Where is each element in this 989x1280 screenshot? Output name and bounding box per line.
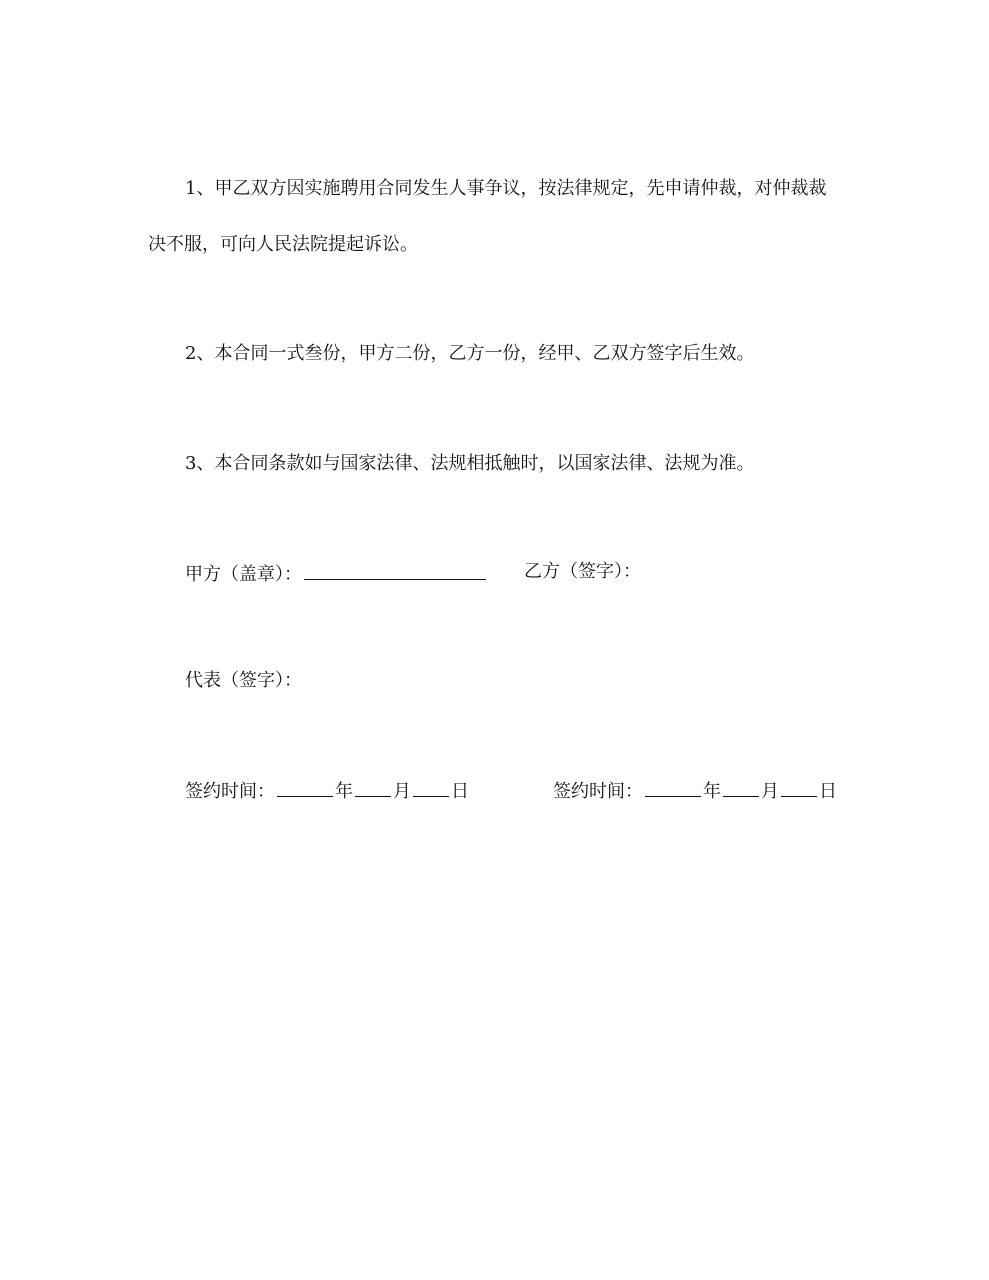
year-unit-a: 年 — [335, 781, 353, 802]
year-blank-a[interactable] — [277, 776, 333, 797]
month-blank-b[interactable] — [723, 776, 759, 797]
clause-1-line-2: 决不服，可向人民法院提起诉讼。 — [148, 234, 418, 255]
month-unit-a: 月 — [393, 781, 411, 802]
sign-time-label-b: 签约时间： — [553, 781, 643, 802]
sign-date-party-b — [553, 776, 837, 805]
year-unit-b: 年 — [703, 781, 721, 802]
day-blank-a[interactable] — [413, 776, 449, 797]
day-blank-b[interactable] — [781, 776, 817, 797]
sign-date-party-a — [185, 776, 469, 805]
party-b-signature — [524, 559, 641, 585]
year-blank-b[interactable] — [645, 776, 701, 797]
month-blank-a[interactable] — [355, 776, 391, 797]
representative-label: 代表（签字）： — [185, 670, 302, 691]
clause-3: 3、本合同条款如与国家法律、法规相抵触时，以国家法律、法规为准。 — [185, 453, 755, 474]
sign-time-label-a: 签约时间： — [185, 781, 275, 802]
clause-1-line-1: 1、甲乙双方因实施聘用合同发生人事争议，按法律规定，先申请仲裁，对仲裁裁 — [185, 178, 827, 199]
representative-signature — [185, 668, 302, 694]
party-a-label: 甲方（盖章）： — [185, 564, 302, 585]
day-unit-a: 日 — [451, 781, 469, 802]
party-b-label: 乙方（签字）： — [524, 561, 641, 582]
party-a-seal-blank[interactable] — [304, 559, 486, 580]
month-unit-b: 月 — [761, 781, 779, 802]
clause-2: 2、本合同一式叁份，甲方二份，乙方一份，经甲、乙双方签字后生效。 — [185, 343, 755, 364]
day-unit-b: 日 — [819, 781, 837, 802]
party-a-signature — [185, 559, 488, 588]
